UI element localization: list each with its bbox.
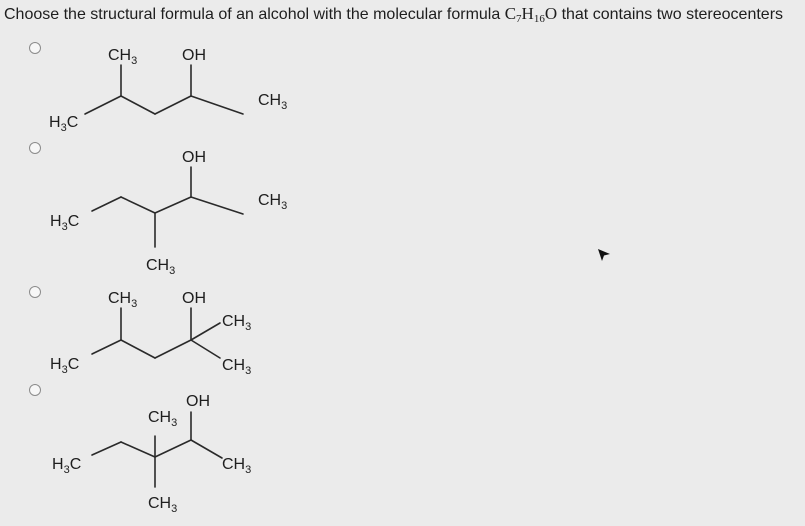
answer-choice-a[interactable] — [0, 36, 805, 136]
question-prefix: Choose the structural formula of an alcohol with the molecular formula — [4, 6, 501, 23]
group-label: OH — [182, 47, 206, 64]
bond — [155, 340, 191, 358]
bond — [92, 197, 121, 211]
group-label: $CH_3$ — [222, 313, 252, 333]
group-label: $H_3C$ — [50, 213, 80, 233]
bond — [85, 96, 121, 114]
bond — [155, 197, 191, 213]
group-label: $CH_3$ — [148, 409, 178, 429]
group-label: $H_3C$ — [50, 356, 80, 376]
group-label: $H_3C$ — [49, 114, 79, 134]
group-label: $CH_3$ — [108, 290, 138, 310]
answer-choice-c[interactable] — [0, 280, 805, 380]
group-label: $CH_3$ — [258, 92, 288, 112]
group-label: $CH_3$ — [258, 192, 288, 212]
structure-choice-a[interactable] — [0, 36, 320, 136]
bond — [155, 96, 191, 114]
question-suffix: that contains two stereocenters — [561, 6, 784, 23]
bond — [92, 442, 121, 455]
question-text — [4, 3, 805, 30]
bond — [155, 440, 191, 457]
group-label: OH — [186, 393, 210, 410]
bond — [191, 96, 243, 114]
bond — [191, 197, 243, 214]
answer-choice-d[interactable] — [0, 382, 805, 526]
group-label: $CH_3$ — [148, 495, 178, 515]
bond — [191, 323, 220, 340]
group-label: OH — [182, 149, 206, 166]
structure-choice-b[interactable] — [0, 138, 320, 280]
structure-choice-c[interactable] — [0, 280, 320, 380]
mouse-pointer-icon — [597, 248, 611, 262]
structure-choice-d[interactable] — [0, 382, 320, 526]
bond — [121, 96, 155, 114]
bond — [121, 340, 155, 358]
bond — [191, 340, 220, 358]
bond — [191, 440, 222, 458]
molecular-formula: $C_7H_{16}O$ — [504, 4, 558, 25]
bond — [121, 442, 155, 457]
answer-choice-b[interactable] — [0, 138, 805, 280]
group-label: $H_3C$ — [52, 456, 82, 476]
group-label: $CH_3$ — [222, 456, 252, 476]
bond — [121, 197, 155, 213]
group-label: $CH_3$ — [222, 357, 252, 377]
group-label: OH — [182, 290, 206, 307]
group-label: $CH_3$ — [146, 257, 176, 277]
group-label: $CH_3$ — [108, 47, 138, 67]
bond — [92, 340, 121, 354]
